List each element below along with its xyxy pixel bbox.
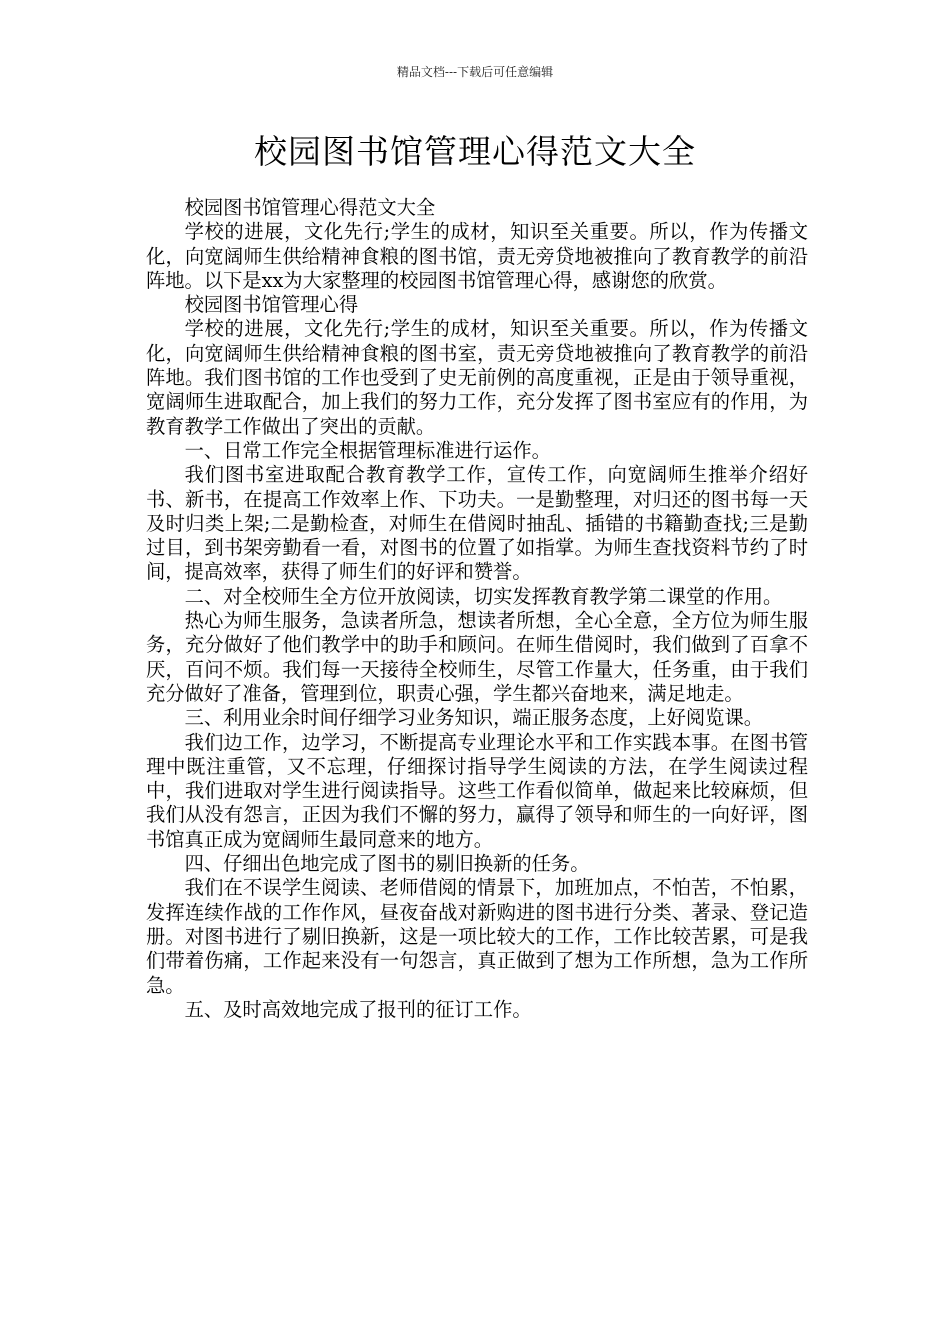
document-title: 校园图书馆管理心得范文大全 <box>254 132 696 171</box>
paragraph: 学校的进展，文化先行;学生的成材，知识至关重要。所以，作为传播文化，向宽阔师生供给精神食粮的图书室，责无旁贷地被推向了教育教学的前沿阵地。我们图书馆的工作也受到了史无前例的高度重视，正是由于领导重视，宽阔师生进取配合，加上我们的努力工作，充分发挥了图书室应有的作用，为教育教学工作做出了突出的贡献。 <box>146 317 808 438</box>
document-body <box>146 196 808 1022</box>
paragraph-point-heading: 四、仔细出色地完成了图书的剔旧换新的任务。 <box>184 852 590 876</box>
header-note: 精品文档---下载后可任意编辑 <box>396 65 554 79</box>
paragraph: 我们图书室进取配合教育教学工作，宣传工作，向宽阔师生推举介绍好书、新书，在提高工作效率上作、下功夫。一是勤整理，对归还的图书每一天及时归类上架;二是勤检查，对师生在借阅时抽乱、插错的书籍勤查找;三是勤过目，到书架旁勤看一看，对图书的位置了如指掌。为师生查找资料节约了时间，提高效率，获得了师生们的好评和赞誉。 <box>146 463 808 584</box>
paragraph-point-heading: 三、利用业余时间仔细学习业务知识，端正服务态度，上好阅览课。 <box>184 706 764 730</box>
paragraph: 我们边工作，边学习，不断提高专业理论水平和工作实践本事。在图书管理中既注重管，又不忘理，仔细探讨指导学生阅读的方法，在学生阅读过程中，我们进取对学生进行阅读指导。这些工作看似简单，做起来比较麻烦，但我们从没有怨言，正因为我们不懈的努力，赢得了领导和师生的一向好评，图书馆真正成为宽阔师生最同意来的地方。 <box>146 730 808 851</box>
paragraph-subtitle: 校园图书馆管理心得范文大全 <box>184 196 436 219</box>
paragraph: 热心为师生服务，急读者所急，想读者所想，全心全意，全方位为师生服务，充分做好了他们教学中的助手和顾问。在师生借阅时，我们做到了百拿不厌，百问不烦。我们每一天接待全校师生，尽管工作量大，任务重，由于我们充分做好了准备，管理到位，职责心强，学生都兴奋地来，满足地走。 <box>146 609 808 705</box>
paragraph-intro: 学校的进展，文化先行;学生的成材，知识至关重要。所以，作为传播文化，向宽阔师生供给精神食粮的图书馆，责无旁贷地被推向了教育教学的前沿阵地。以下是xx为大家整理的校园图书馆管理心得，感谢您的欣赏。 <box>146 220 808 292</box>
paragraph-point-heading: 二、对全校师生全方位开放阅读，切实发挥教育教学第二课堂的作用。 <box>184 584 783 608</box>
paragraph-point-heading: 五、及时高效地完成了报刊的征订工作。 <box>184 997 532 1021</box>
paragraph-point-heading: 一、日常工作完全根据管理标准进行运作。 <box>184 438 551 462</box>
paragraph-section-heading: 校园图书馆管理心得 <box>184 293 359 317</box>
paragraph: 我们在不误学生阅读、老师借阅的情景下，加班加点，不怕苦，不怕累，发挥连续作战的工作作风，昼夜奋战对新购进的图书进行分类、著录、登记造册。对图书进行了剔旧换新，这是一项比较大的工作，工作比较苦累，可是我们带着伤痛，工作起来没有一句怨言，真正做到了想为工作所想，急为工作所急。 <box>146 876 808 997</box>
